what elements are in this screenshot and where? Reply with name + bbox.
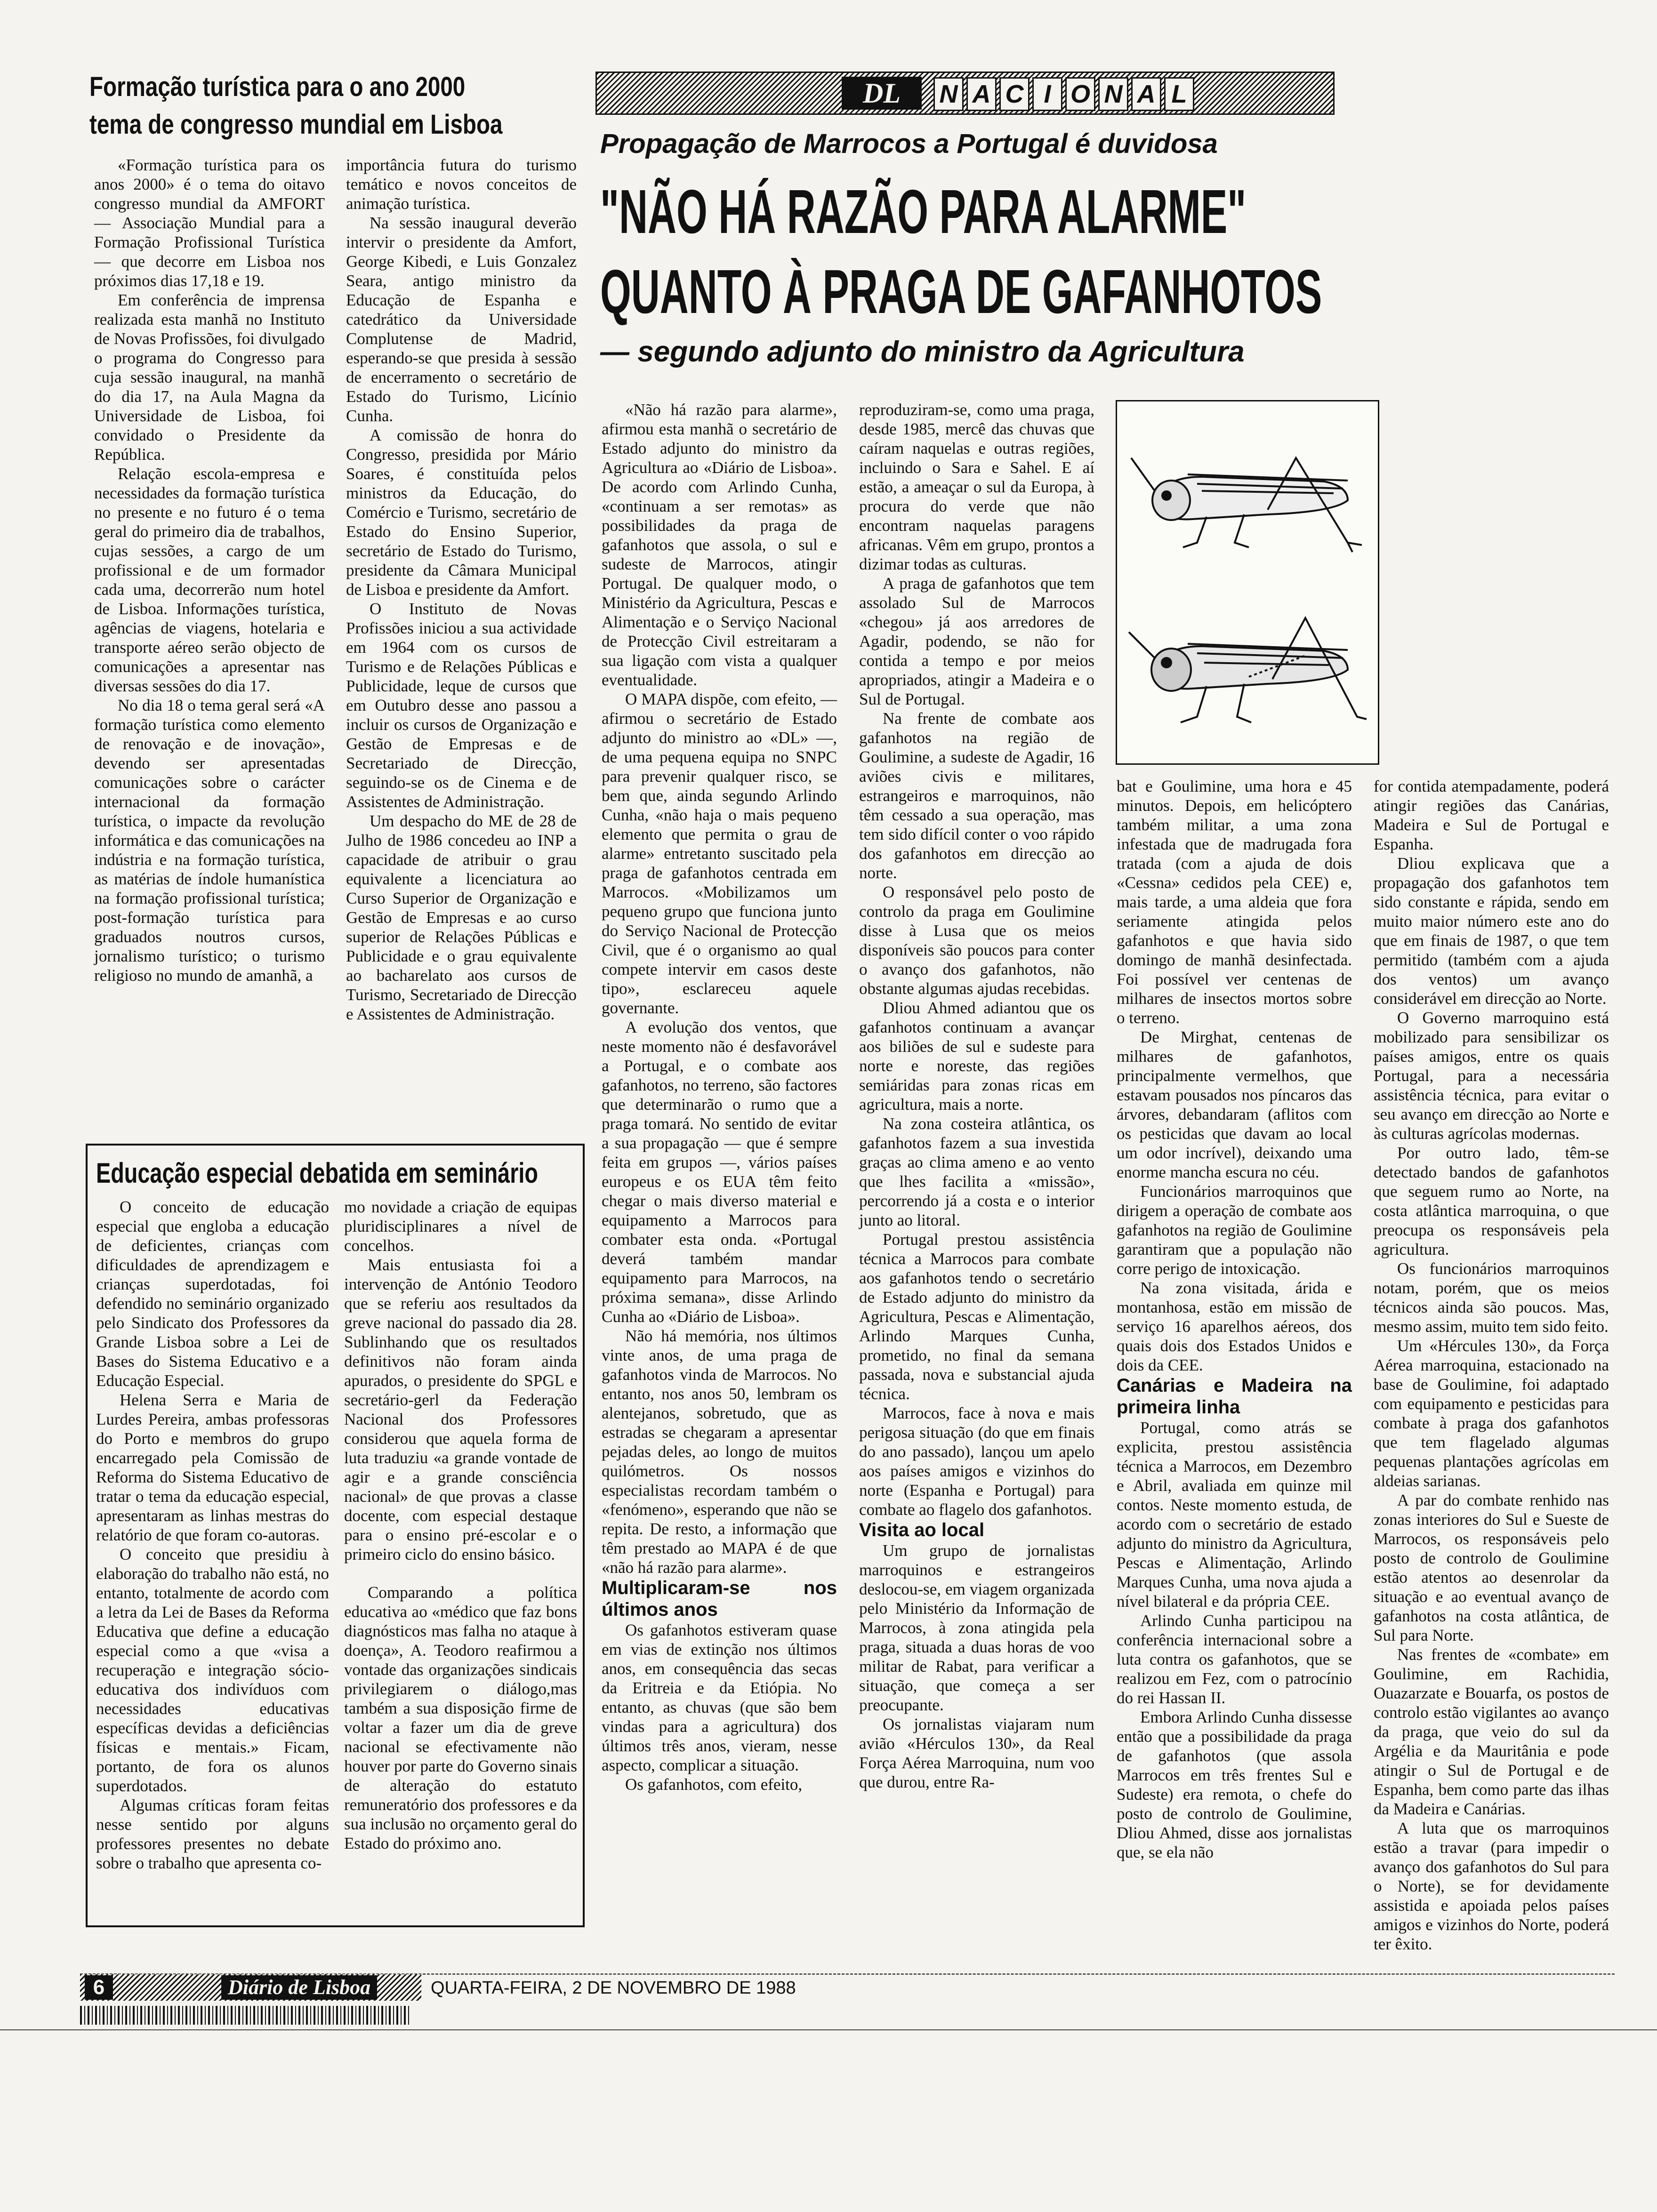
paragraph: A par do combate renhido nas zonas interiores do Sul e Sueste de Marrocos, os responsáveis pelo posto de controlo de Goulimine estão atentos ao desenrolar da situação e ao eventual avanço de gafanhotos na costa atlântica, de Sul para Norte. [1374, 1491, 1609, 1644]
section-letter: A [1131, 77, 1161, 111]
paragraph: Um «Hércules 130», da Força Aérea marroquina, estacionado na base de Goulimine, foi adaptado com equipamento e pesticidas para combate à praga dos gafanhotos que tem flagelado algumas pequenas plantações agrícolas em aldeias sarianas. [1374, 1337, 1609, 1490]
section-letter: N [1098, 77, 1128, 111]
paragraph: O conceito que presidiu à elaboração do trabalho não está, no entanto, totalmente de acordo com a letra da Lei de Bases da Reforma Educativa que define a educação especial como a que «visa a recuperação e integração sócio-educativa dos indivíduos com necessidades educativas específicas devidas a deficiências físicas e mentais.» Ficam, portanto, de fora os alunos superdotados. [96, 1545, 329, 1795]
page-number: 6 [85, 1975, 113, 2000]
paragraph: Em conferência de imprensa realizada esta manhã no Instituto de Novas Profissões, foi divulgado o programa do Congresso para cuja sessão inaugural, na manhã do dia 17, na Aula Magna da Universidade de Lisboa, foi convidado o Presidente da República. [94, 291, 325, 464]
paragraph: Um despacho do ME de 28 de Julho de 1986 concedeu ao INP a capacidade de atribuir o grau equivalente a licenciatura ao Curso Superior de Organização e Gestão de Empresas e ao curso superior de Relações Públicas e Publicidade e o grau equivalente ao bacharelato aos cursos de Turismo, Secretariado de Direcção e Assistentes de Administração. [346, 812, 577, 1023]
main-kicker: Propagação de Marrocos a Portugal é duvidosa [600, 128, 1218, 159]
paragraph: O Governo marroquino está mobilizado para sensibilizar os países amigos, entre os quais Portugal, para a necessária assistência técnica, para evitar o seu avanço em direcção ao Norte e às culturas agrícolas modernas. [1374, 1009, 1609, 1143]
grasshopper-icon [1126, 599, 1371, 731]
paragraph: A comissão de honra do Congresso, presidida por Mário Soares, é constituída pelos ministros da Educação, do Comércio e Turismo, secretário de Estado do Ensino Superior, secretário de Estado do Turismo, presidente da Câmara Municipal de Lisboa e presidente da Amfort. [346, 426, 577, 599]
section-letter: L [1164, 77, 1194, 111]
paragraph: Relação escola-empresa e necessidades da formação turística no presente e no futuro é o tema geral do primeiro dia de trabalhos, cujas sessões, a cargo de um profissional e de um formador cada uma, decorrerão num hotel de Lisboa. Informações turística, agências de viagens, hotelaria e transporte aéreo serão objecto de comunicações a apresentar nas diversas sessões do dia 17. [94, 465, 325, 695]
section-letter: A [966, 77, 997, 111]
left-headline-2: tema de congresso mundial em Lisboa [89, 109, 503, 140]
section-letter: C [999, 77, 1030, 111]
education-box [86, 1144, 585, 1927]
main-subhead: — segundo adjunto do ministro da Agricultura [600, 336, 1245, 368]
paragraph: Embora Arlindo Cunha dissesse então que a possibilidade da praga de gafanhotos (que assola Marrocos em três frentes Sul e Sudeste) era remota, o chefe do posto de controlo de Goulimine, Dliou Ahmed, disse aos jornalistas que, se ela não [1117, 1708, 1352, 1861]
paragraph: for contida atempadamente, poderá atingir regiões das Canárias, Madeira e Sul de Portugal e Espanha. [1374, 777, 1609, 853]
main-headline-1: "NÃO HÁ RAZÃO PARA ALARME" [600, 177, 1247, 246]
paragraph: Os gafanhotos, com efeito, [625, 1775, 803, 1794]
paragraph: Os jornalistas viajaram num avião «Hérculos 130», da Real Força Aérea Marroquina, num voo que durou, entre Ra- [859, 1715, 1094, 1791]
paragraph: O MAPA dispõe, com efeito, — afirmou o secretário de Estado adjunto do ministro ao «DL» —, de uma pequena equipa no SNPC para prevenir qualquer risco, se bem que, ainda segundo Arlindo Cunha, «não haja o mais pequeno elemento que permita o grau de alarme» entretanto suscitado pela praga de gafanhotos centrada em Marrocos. «Mobilizamos um pequeno grupo que funciona junto do Serviço Nacional de Protecção Civil, que é o organismo ao qual compete intervir em casos deste tipo», esclareceu aquele governante. [602, 690, 837, 1017]
grasshopper-icon [1126, 430, 1371, 557]
paragraph: Comparando a política educativa ao «médico que faz bons diagnósticos mas falha no ataque à doença», A. Teodoro reafirmou a vontade das organizações sindicais privilegiarem o diálogo,mas também a sua disposição firme de voltar a fazer um dia de greve nacional se efectivamente não houver por parte do Governo sinais de alteração do estatuto remuneratório dos professores e da sua inclusão no orçamento geral do Estado do próximo ano. [344, 1583, 577, 1852]
grasshopper-illustration [1116, 400, 1379, 765]
paragraph: Marrocos, face à nova e mais perigosa situação (do que em finais do ano passado), lançou um apelo aos países amigos e vizinhos do norte (Espanha e Portugal) para combate ao flagelo dos gafanhotos. [859, 1404, 1094, 1519]
paragraph: «Formação turística para os anos 2000» é o tema do oitavo congresso mundial da AMFORT — Associação Mundial para a Formação Profissional Turística — que decorre em Lisboa nos próximos dias 17,18 e 19. [94, 156, 325, 290]
paragraph: A praga de gafanhotos que tem assolado Sul de Marrocos «chegou» já aos arredores de Agadir, podendo, se não for contida a tempo e por meios apropriados, atingir a Madeira e o Sul de Portugal. [859, 574, 1094, 708]
left-article-col2 [346, 155, 577, 1024]
paragraph: reproduziram-se, como uma praga, desde 1985, mercê das chuvas que caíram naquelas e outras regiões, incluindo o Sara e Sahel. E aí estão, a ameaçar o sul da Europa, à procura do verde que não encontram naquelas paragens africanas. Vêm em grupo, prontos a dizimar todas as culturas. [859, 401, 1094, 573]
paragraph: Portugal prestou assistência técnica a Marrocos para combate aos gafanhotos tendo o secretário de Estado adjunto do ministro da Agricultura, Pescas e Alimentação, Arlindo Marques Cunha, prometido, no final da semana passada, nova e substancial ajuda técnica. [859, 1230, 1094, 1403]
left-article-col1 [94, 155, 325, 985]
dl-logo: DL [842, 77, 922, 110]
box-col1 [96, 1197, 329, 1873]
paragraph: Na sessão inaugural deverão intervir o presidente da Amfort, George Kibedi, e Luis Gonzalez Seara, antigo ministro da Educação de Espanha e catedrático da Universidade Complutense de Madrid, esperando-se que presida à sessão de encerramento o secretário de Estado do Turismo, Licínio Cunha. [346, 214, 577, 425]
section-label [933, 77, 1197, 111]
paragraph: O Instituto de Novas Profissões iniciou a sua actividade em 1964 com os cursos de Turismo e de Relações Públicas e Publicidade, leque de cursos que em Outubro desse ano passou a incluir os cursos de Organização e Gestão de Empresas e de Secretariado de Direcção, seguindo-se os de Cinema e de Assistentes de Administração. [346, 600, 577, 811]
paragraph: Dliou Ahmed adiantou que os gafanhotos continuam a avançar aos biliões de sul e sudeste para norte e noreste, das regiões semiáridas para zonas ricas em agricultura, mais a norte. [859, 999, 1094, 1114]
paragraph: «Não há razão para alarme», afirmou esta manhã o secretário de Estado adjunto do ministro da Agricultura ao «Diário de Lisboa». De acordo com Arlindo Cunha, «continuam a ser remotas» as possibilidades da praga de gafanhotos que assola, o sul e sudeste de Marrocos, atingir Portugal. De qualquer modo, o Ministério da Agricultura, Pescas e Alimentação e o Serviço Nacional de Protecção Civil estreitaram a sua ligação com vista a qualquer eventualidade. [602, 401, 837, 689]
bottom-rule [0, 2029, 1657, 2030]
paragraph: Por outro lado, têm-se detectado bandos de gafanhotos que seguem rumo ao Norte, na costa atlântica marroquina, o que preocupa os responsáveis pela agricultura. [1374, 1144, 1609, 1258]
paragraph: Na zona costeira atlântica, os gafanhotos fazem a sua investida graças ao clima ameno e ao vento que lhes facilita a «missão», percorrendo já a costa e o interior junto ao litoral. [859, 1114, 1094, 1229]
left-headline-1: Formação turística para o ano 2000 [89, 72, 466, 102]
main-headline-2: QUANTO À PRAGA DE GAFANHOTOS [600, 257, 1322, 326]
paragraph: Portugal, como atrás se explicita, prestou assistência técnica a Marrocos, em Dezembro e Abril, avaliada em quinze mil contos. Neste momento estuda, de acordo com o secretário de estado adjunto do ministro da Agricultura, Pescas e Alimentação, Arlindo Marques Cunha, uma nova ajuda a nível bilateral e da própria CEE. [1117, 1419, 1352, 1611]
box-col2 [344, 1197, 577, 1853]
footer-bar [80, 1974, 421, 2001]
paragraph: Helena Serra e Maria de Lurdes Pereira, ambas professoras do Porto e membros do grupo encarregado pela Comissão de Reforma do Sistema Educativo de tratar o tema da educação especial, apresentaram as linhas mestras do relatório de que foram co-autoras. [96, 1391, 329, 1544]
masthead: Diário de Lisboa [221, 1975, 377, 2000]
main-col4 [1374, 777, 1609, 1954]
paragraph: O responsável pelo posto de controlo da praga em Goulimine disse à Lusa que os meios disponíveis são poucos para conter o avanço dos gafanhotos, não obstante algumas ajudas recebidas. [859, 883, 1094, 998]
paragraph: O conceito de educação especial que engloba a educação de deficientes, crianças com dificuldades de aprendizagem e crianças superdotadas, foi defendido no seminário organizado pelo Sindicato dos Professores da Grande Lisboa sobre a Lei de Bases do Sistema Educativo e a Educação Especial. [96, 1198, 329, 1390]
paragraph: No dia 18 o tema geral será «A formação turística como elemento de renovação e de inovação», devendo ser apresentadas comunicações sobre o carácter internacional da formação turística, o impacte da revolução informática e das comunicações na indústria e na formação turística, as matérias de índole humanística na formação profissional turística; post-formação turística para graduados noutros cursos, jornalismo turístico; o turismo religioso no mundo de amanhã, a [94, 696, 325, 985]
section-letter: O [1065, 77, 1095, 111]
paragraph: Funcionários marroquinos que dirigem a operação de combate aos gafanhotos na região de Goulimine garantiram que a população não corre perigo de intoxicação. [1117, 1182, 1352, 1278]
paragraph: importância futura do turismo temático e novos conceitos de animação turística. [346, 156, 577, 213]
section-letter: I [1032, 77, 1062, 111]
main-col1 [602, 400, 837, 1794]
paragraph: A evolução dos ventos, que neste momento não é desfavorável a Portugal, e o combate aos gafanhotos, no terreno, são factores que determinarão o rumo que a praga tomará. No sentido de evitar a sua propagação — que é sempre feita em grupos —, vários países europeus e os EUA têm feito chegar o mais diverso material e equipamento a Marrocos para combater esta onda. «Portugal deverá também mandar equipamento para Marrocos, na próxima semana», disse Arlindo Cunha ao «Diário de Lisboa». [602, 1018, 837, 1326]
main-col2 [859, 400, 1094, 1792]
paragraph: Na zona visitada, árida e montanhosa, estão em missão de serviço 16 aparelhos aéreos, dos quais dois dos Estados Unidos e dois da CEE. [1117, 1279, 1352, 1374]
paragraph: Algumas críticas foram feitas nesse sentido por alguns professores presentes no debate sobre o trabalho que apresenta co- [96, 1796, 329, 1872]
section-banner [595, 72, 1335, 115]
box-headline: Educação especial debatida em seminário [96, 1157, 538, 1189]
subheading: Canárias e Madeira na primeira linha [1117, 1375, 1352, 1418]
paragraph: bat e Goulimine, uma hora e 45 minutos. Depois, em helicóptero também militar, a uma zona infestada que de madrugada fora tratada (com a ajuda de dois «Cessna» cedidos pela CEE) e, mais tarde, a uma aldeia que fora seriamente atingida pelos gafanhotos e que havia sido domingo de manhã desinfectada. Foi possível ver centenas de milhares de insectos mortos sobre o terreno. [1117, 777, 1352, 1027]
section-letter: N [933, 77, 964, 111]
subheading: Multiplicaram-se nos últimos anos [602, 1578, 837, 1620]
paragraph: Na frente de combate aos gafanhotos na região de Goulimine, a sudeste de Agadir, 16 aviões civis e militares, estrangeiros e marroquinos, não têm cessado a sua operação, mas tem sido difícil conter o voo rápido dos gafanhotos em direcção ao norte. [859, 709, 1094, 882]
paragraph: Um grupo de jornalistas marroquinos e estrangeiros deslocou-se, em viagem organizada pelo Ministério da Informação de Marrocos, à zona atingida pela praga, situada a duas horas de voo militar de Rabat, para verificar a situação, que começa a ser preocupante. [859, 1541, 1094, 1714]
paragraph: mo novidade a criação de equipas pluridisciplinares a nível de concelhos. [344, 1198, 577, 1255]
paragraph: Nas frentes de «combate» em Goulimine, em Rachidia, Ouazarzate e Bouarfa, os postos de controlo estão vigilantes ao avanço da praga, que veio do sul da Argélia e da Mauritânia e pode atingir o Sul de Portugal e de Espanha, bem como parte das ilhas da Madeira e Canárias. [1374, 1645, 1609, 1818]
subheading: Visita ao local [859, 1520, 985, 1540]
paragraph: A luta que os marroquinos estão a travar (para impedir o avanço dos gafanhotos do Sul para o Norte), se for devidamente assistida e apoiada pelos países amigos e vizinhos do Norte, poderá ter êxito. [1374, 1819, 1609, 1953]
footer-date: QUARTA-FEIRA, 2 DE NOVEMBRO DE 1988 [431, 1978, 796, 1998]
paragraph: Os gafanhotos estiveram quase em vias de extinção nos últimos anos, em consequência das secas da Eritreia e da Etiópia. No entanto, as chuvas (que são bem vindas para a agricultura) dos últimos três anos, vieram, nesse aspecto, complicar a situação. [602, 1621, 837, 1774]
left-article [0, 0, 588, 1139]
paragraph: Os funcionários marroquinos notam, porém, que os meios técnicos ainda são poucos. Mas, mesmo assim, muito tem sido feito. [1374, 1259, 1609, 1336]
main-col3 [1117, 777, 1352, 1862]
paragraph: Arlindo Cunha participou na conferência internacional sobre a luta contra os gafanhotos, que se realizou em Fez, com o patrocínio do rei Hassan II. [1117, 1611, 1352, 1707]
paragraph: Mais entusiasta foi a intervenção de António Teodoro que se referiu aos resultados da greve nacional do passado dia 28. Sublinhando que os resultados definitivos não foram ainda apurados, o presidente do SPGL e secretário-gerl da Federação Nacional dos Professores considerou que aquela forma de luta traduziu «a grande vontade de agir e a grande consciência nacional» de que provas a classe docente, com especial destaque para o ensino pré-escolar e o primeiro ciclo do ensino básico. [344, 1256, 577, 1563]
barcode-strip [80, 2006, 410, 2025]
paragraph: De Mirghat, centenas de milhares de gafanhotos, principalmente vermelhos, que estavam pousados nos píncaros das árvores, debandaram (aflitos com os pesticidas que davam ao local um odor incrível), deixando uma enorme mancha escura no céu. [1117, 1028, 1352, 1181]
paragraph: Não há memória, nos últimos vinte anos, de uma praga de gafanhotos vinda de Marrocos. No entanto, nos anos 50, lembram os alentejanos, sobretudo, que as estradas se chegaram a apresentar pejadas deles, ao longo de muitos quilómetros. Os nossos especialistas recordam também o «fenómeno», esperando que não se repita. De resto, a informação que têm prestado ao MAPA é de que «não há razão para alarme». [602, 1327, 837, 1577]
paragraph: Dliou explicava que a propagação dos gafanhotos tem sido constante e rápida, sendo em muito maior número este ano do que em finais de 1987, o que tem permitido (também com a ajuda dos ventos) um avanço considerável em direcção ao Norte. [1374, 854, 1609, 1008]
